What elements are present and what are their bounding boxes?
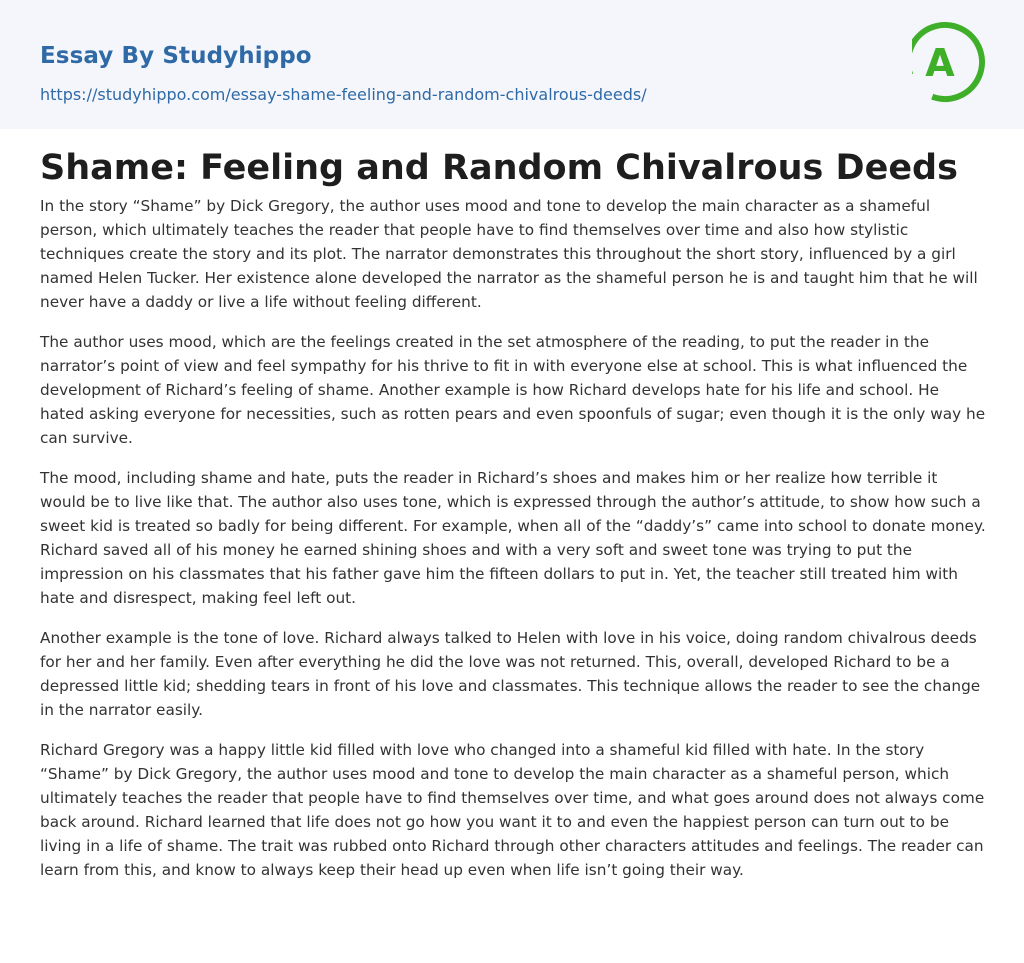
essay-body bbox=[40, 194, 986, 898]
essay-title: Shame: Feeling and Random Chivalrous Deeds bbox=[40, 148, 958, 188]
studyhippo-logo-icon[interactable] bbox=[912, 18, 986, 106]
page-url-link[interactable]: https://studyhippo.com/essay-shame-feeling-and-random-chivalrous-deeds/ bbox=[40, 85, 647, 104]
logo-letter: A bbox=[925, 41, 955, 85]
essay-paragraph: The author uses mood, which are the feelings created in the set atmosphere of the reading, to put the reader in the narrator’s point of view and feel sympathy for his thrive to fit in with everyone else at school. This is what influenced the development of Richard’s feeling of shame. Another example is how Richard develops hate for his life and school. He hated asking everyone for necessities, such as rotten pears and even spoonfuls of sugar; even though it is the only way he can survive. bbox=[40, 333, 986, 447]
essay-paragraph: In the story “Shame” by Dick Gregory, the author uses mood and tone to develop the main character as a shameful person, which ultimately teaches the reader that people have to find themselves over time and also how stylistic techniques create the story and its plot. The narrator demonstrates this throughout the short story, influenced by a girl named Helen Tucker. Her existence alone developed the narrator as the shameful person he is and taught him that he will never have a daddy or live a life without feeling different. bbox=[40, 197, 978, 311]
essay-paragraph: Richard Gregory was a happy little kid filled with love who changed into a shameful kid filled with hate. In the story “Shame” by Dick Gregory, the author uses mood and tone to develop the main character as a shameful person, which ultimately teaches the reader that people have to find themselves over time, and what goes around does not always come back around. Richard learned that life does not go how you want it to and even the happiest person can turn out to be living in a life of shame. The trait was rubbed onto Richard through other characters attitudes and feelings. The reader can learn from this, and know to always keep their head up even when life isn’t going their way. bbox=[40, 741, 985, 879]
site-header bbox=[0, 0, 1024, 129]
site-brand[interactable]: Essay By Studyhippo bbox=[40, 43, 312, 69]
essay-paragraph: The mood, including shame and hate, puts the reader in Richard’s shoes and makes him or her realize how terrible it would be to live like that. The author also uses tone, which is expressed through the author’s attitude, to show how such a sweet kid is treated so badly for being different. For example, when all of the “daddy’s” came into school to donate money. Richard saved all of his money he earned shining shoes and with a very soft and sweet tone was trying to put the impression on his classmates that his father gave him the fifteen dollars to put in. Yet, the teacher still treated him with hate and disrespect, making feel left out. bbox=[40, 469, 986, 607]
essay-paragraph: Another example is the tone of love. Richard always talked to Helen with love in his voice, doing random chivalrous deeds for her and her family. Even after everything he did the love was not returned. This, overall, developed Richard to be a depressed little kid; shedding tears in front of his love and classmates. This technique allows the reader to see the change in the narrator easily. bbox=[40, 629, 981, 719]
